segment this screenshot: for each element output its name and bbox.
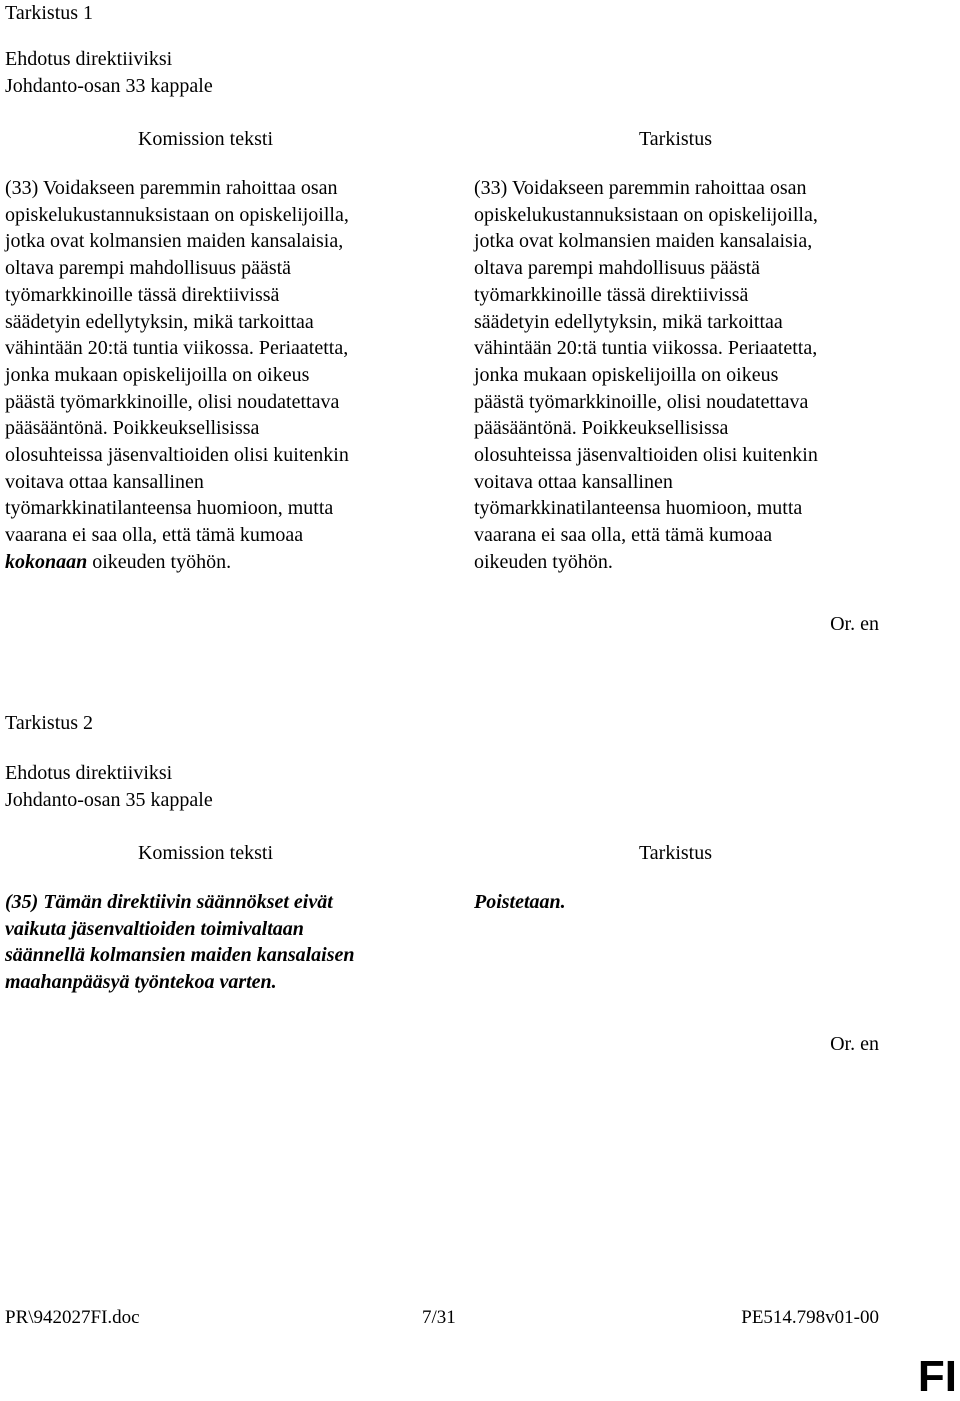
deleted-word: kokonaan [5,550,88,573]
text-line: olosuhteissa jäsenvaltioiden olisi kuitenkin [5,444,349,467]
amendment-1-amendment-text [474,175,944,576]
text-line: jonka mukaan opiskelijoilla on oikeus [474,363,779,386]
text-line: maahanpääsyä työntekoa varten. [5,971,277,994]
text-line: työmarkkinoille tässä direktiivissä [5,283,280,306]
text-line: vaikuta jäsenvaltioiden toimivaltaan [5,917,304,940]
text-line: säädetyin edellytyksin, mikä tarkoittaa [5,310,314,333]
text-line: voitava ottaa kansallinen [474,470,673,493]
amendment-1-original-language: Or. en [830,613,879,635]
footer-page-number: 7/31 [422,1307,456,1328]
text-line: vaarana ei saa olla, että tämä kumoaa [474,524,773,547]
text-line: opiskelukustannuksistaan on opiskelijoilla, [5,203,349,226]
amendment-1-proposal: Ehdotus direktiiviksi [5,48,173,70]
text-line: olosuhteissa jäsenvaltioiden olisi kuitenkin [474,444,818,467]
text-line: (33) Voidakseen paremmin rahoittaa osan [474,177,807,199]
text-line: vähintään 20:tä tuntia viikossa. Periaatetta, [474,337,818,360]
amendment-2-commission-text [5,889,475,996]
amendment-1-right-heading: Tarkistus [638,128,713,150]
amendment-1-commission-text [5,175,475,576]
text-line: säännellä kolmansien maiden kansalaisen [5,944,355,967]
amendment-2-original-language: Or. en [830,1033,879,1055]
text-line: opiskelukustannuksistaan on opiskelijoilla, [474,203,818,226]
text-line: Poistetaan. [474,891,566,913]
text-line: jonka mukaan opiskelijoilla on oikeus [5,363,310,386]
text-line: jotka ovat kolmansien maiden kansalaisia, [5,230,344,253]
text-line: säädetyin edellytyksin, mikä tarkoittaa [474,310,783,333]
amendment-2-proposal: Ehdotus direktiiviksi [5,762,173,784]
text-line: voitava ottaa kansallinen [5,470,204,493]
amendment-2-title: Tarkistus 2 [5,712,94,734]
amendment-2-amendment-text [474,889,944,916]
text-line: jotka ovat kolmansien maiden kansalaisia, [474,230,813,253]
text-line: oltava parempi mahdollisuus päästä [5,257,292,280]
text-line: (35) Tämän direktiivin säännökset eivät [5,891,333,913]
text-line: työmarkkinoille tässä direktiivissä [474,283,749,306]
text-line: vaarana ei saa olla, että tämä kumoaa [5,524,304,547]
text-line: pääsääntönä. Poikkeuksellisissa [474,417,729,440]
language-mark: FI [917,1352,957,1401]
footer-doc-reference: PR\942027FI.doc [5,1307,140,1328]
amendment-2-left-heading: Komission teksti [137,842,273,864]
text-line: päästä työmarkkinoille, olisi noudatettava [5,390,340,413]
text-line: työmarkkinatilanteensa huomioon, mutta [5,497,334,520]
text-line: oltava parempi mahdollisuus päästä [474,257,761,280]
amendment-2-right-heading: Tarkistus [638,842,713,864]
amendment-1-title: Tarkistus 1 [5,2,94,24]
amendment-1-left-heading: Komission teksti [137,128,273,150]
text-line-last [5,549,475,576]
text-line: työmarkkinatilanteensa huomioon, mutta [474,497,803,520]
text-line: päästä työmarkkinoille, olisi noudatettava [474,390,809,413]
text-line: vähintään 20:tä tuntia viikossa. Periaatetta, [5,337,349,360]
text-fragment: oikeuden työhön. [87,550,232,573]
footer-pe-reference: PE514.798v01-00 [741,1307,879,1328]
text-line: (33) Voidakseen paremmin rahoittaa osan [5,177,338,199]
amendment-1-location: Johdanto-osan 33 kappale [5,75,213,97]
text-line: oikeuden työhön. [474,550,613,573]
text-line: pääsääntönä. Poikkeuksellisissa [5,417,260,440]
amendment-2-location: Johdanto-osan 35 kappale [5,789,213,811]
